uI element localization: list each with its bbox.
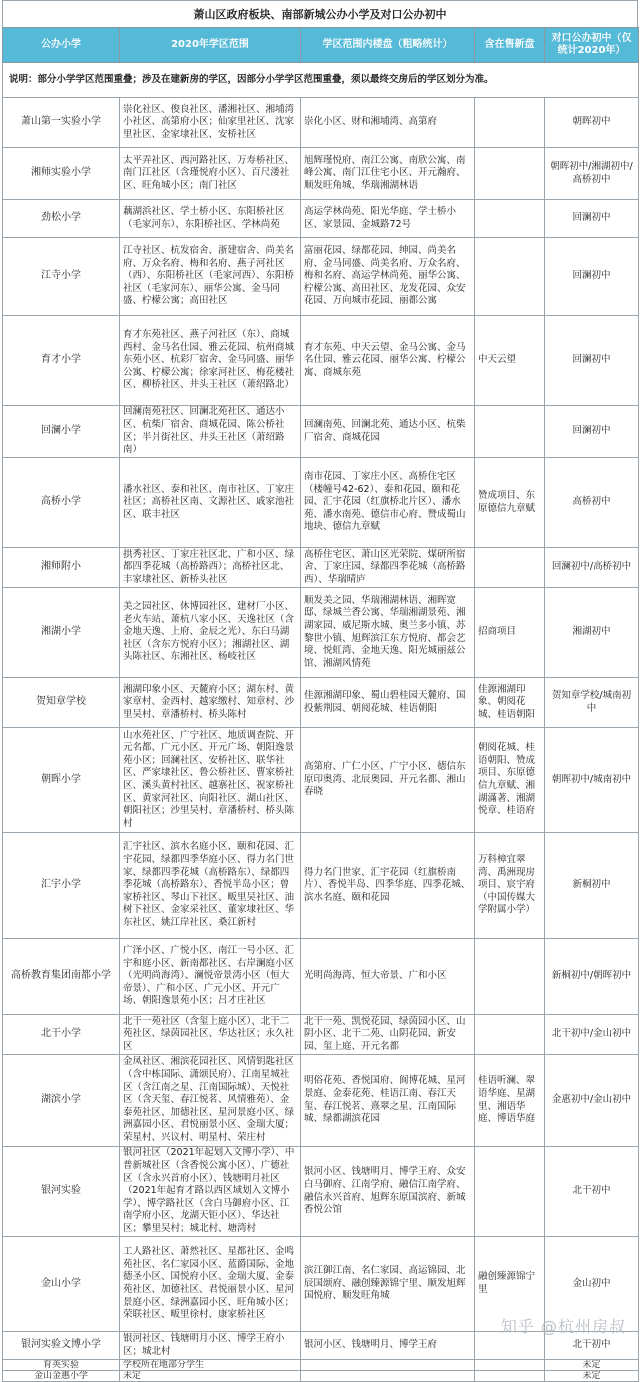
school-name: 湖滨小学	[3, 1055, 120, 1147]
table-row	[3, 833, 639, 939]
new-sale-estates	[475, 1015, 545, 1055]
new-sale-estates: 朝阅花城、桂语朝阳、赞成项目、东原德信九章赋、湘湖滿著、湘湖悦章、桂语府	[475, 728, 545, 833]
middle-school: 新桐初中	[545, 833, 639, 939]
district-scope: 北干一苑社区（含玺上庭小区）、北干二苑社区、绿茵园社区、华达社区；永久社区	[120, 1015, 301, 1055]
new-sale-estates: 佳源湘湖印象、朝阅花城、桂语朝阳	[475, 678, 545, 728]
new-sale-estates	[475, 148, 545, 200]
estates-list: 育才东苑、中天云望、金马公寓、金马名仕园、雅云花园、丽华公寓、柠檬公寓、商城东苑	[301, 316, 475, 406]
table-row	[3, 1332, 639, 1360]
table-row	[3, 548, 639, 588]
new-sale-estates	[475, 406, 545, 458]
middle-school: 回澜初中	[545, 238, 639, 316]
table-row	[3, 458, 639, 548]
district-scope: 太平弄社区、西河路社区、万寿桥社区、南门江社区（含瑾悦府小区）、百尺溇社区、旺角城小区；南门社区	[120, 148, 301, 200]
header-scope: 2020年学区范围	[120, 28, 301, 63]
header-row	[3, 28, 639, 63]
school-name: 高桥教育集团南都小学	[3, 939, 120, 1015]
school-name: 湘师附小	[3, 548, 120, 588]
table-row	[3, 1055, 639, 1147]
district-scope: 藕湖浜社区、学士桥小区、东阳桥社区（毛家河东）、东阳桥社区、学林尚苑	[120, 200, 301, 238]
district-scope: 湘湖印象小区、天麓府小区；湖东村、黄家章村、金西村、越家缴村、知章村、沙里吴村、章潘桥村、桥头陈村	[120, 678, 301, 728]
note-text: 说明：部分小学学区范围重叠；涉及在建新房的学区，因部分小学学区范围重叠，须以最终交房后的学区划分为准。	[3, 63, 639, 98]
table-row	[3, 728, 639, 833]
school-district-table	[2, 27, 639, 1382]
school-name: 北干小学	[3, 1015, 120, 1055]
estates-list: 顺发美之园、华瑞湘湖林语、湘晖宽邸、绿城兰香公寓、华瑞湘湖景苑、湘湖家园、威尼斯水城、奥兰多小镇、苏黎世小镇、旭辉滨江东方悦府、都会艺境、悦虹湾、金地天逸、阳光城丽兹公馆、湘湖风情苑	[301, 588, 475, 678]
school-name: 回澜小学	[3, 406, 120, 458]
school-name: 湘湖小学	[3, 588, 120, 678]
estates-list: 崇化小区、财和湘埔湾、高第府	[301, 98, 475, 148]
table-row	[3, 678, 639, 728]
district-scope: 金凤社区、湘滨花园社区、风情钥匙社区（含中栋国际、潇颂民府）、江南星城社区（含江南之星、江南国际城）、天悦社区（含天玺、春江悦茗、风情雅苑）、金泰苑社区、加德社区、星河景庭小区、绿洲嘉园小区、君悦丽景小区、金瑞大厦；荣星村、兴议村、明星村、荣庄村	[120, 1055, 301, 1147]
estates-list: 旭辉瑾悦府、南江公寓、南欣公寓、南峰公寓、南门江住宅小区、开元瀚府、顺发旺角城、华瑞湘湖林语	[301, 148, 475, 200]
table-row	[3, 939, 639, 1015]
estates-list: 滨江御江南、名仁家园、高运锦园、北辰国颂府、融创臻源锦宁里、顺发旭辉国悦府、顺发旺角城	[301, 1237, 475, 1332]
district-scope: 回澜南苑社区、回澜北苑社区、通达小区、杭柴厂宿舍、商城花园、陈公桥社区；半爿街社区、井头王社区（萧绍路南）	[120, 406, 301, 458]
estates-list: 北干一苑、凯悦花园、绿茵园小区、山阴小区、北干二苑、山阴花园、新安园、玺上庭、开元名都	[301, 1015, 475, 1055]
table-row	[3, 1015, 639, 1055]
estates-list: 高运学林尚苑、阳光华庭、学士桥小区、家景园、金城路72号	[301, 200, 475, 238]
new-sale-estates	[475, 548, 545, 588]
middle-school: 未定	[545, 1360, 639, 1371]
new-sale-estates	[475, 98, 545, 148]
estates-list: 光明尚海湾、恒大帝景、广和小区	[301, 939, 475, 1015]
middle-school: 金山初中	[545, 1237, 639, 1332]
school-name: 江寺小学	[3, 238, 120, 316]
estates-list: 明俗花苑、香悦国府、阆博花城、星河景庭、金泰花苑、桂语江南、春江天玺、春江悦茗、熹翠之星、江南国际城、绿都湖滨花园	[301, 1055, 475, 1147]
new-sale-estates	[475, 1360, 545, 1371]
district-scope: 育才东苑社区、燕子河社区（东）、商城西村、金马名仕园、雅云花园、杭州商城东苑小区、杭彩厂宿舍、金马同盛、丽华公寓、柠檬公寓；徐家河社区、梅花楼社区、柳桥社区、井头王社区（萧绍路北）	[120, 316, 301, 406]
district-scope: 汇宇社区、滨水名庭小区、颐和花园、汇宇花园、绿都四季华庭小区、得力名门世家、绿都四季花城（高桥路东）、绿都四季花城（高桥路东）、香悦半岛小区；曾家桥社区、琴山下社区、畈里吴社区、油树下社区、金家采社区、董家埭社区、华东社区、姚江岸社区、桑江新村	[120, 833, 301, 939]
school-name: 高桥小学	[3, 458, 120, 548]
school-name: 金山金惠小学	[3, 1371, 120, 1382]
school-name: 劲松小学	[3, 200, 120, 238]
middle-school: 高桥初中	[545, 458, 639, 548]
middle-school: 新桐初中/朝晖初中	[545, 939, 639, 1015]
new-sale-estates	[475, 200, 545, 238]
new-sale-estates	[475, 1371, 545, 1382]
district-scope: 崇化社区、俊良社区、潘湘社区、湘埔湾小社区、高第府小区；仙家里社区、沈家里社区、金家埭社区、安桥社区	[120, 98, 301, 148]
table-row	[3, 588, 639, 678]
district-scope: 银河社区（2021年起划入文博小学）、中普新城社区（含香悦公寓小区）、广德社区（含永兴首府小区）、钱塘明月社区（2021年起育才路以西区域划入文博小学）、博学路社区（含白马御府小区、江南学府小区、龙湖天钜小区）、华达社区；攀里吴村；城北村、塘湾村	[120, 1147, 301, 1237]
school-name: 金山小学	[3, 1237, 120, 1332]
estates-list: 高桥住宅区、萧山区光荣院、煤研所宿舍、丁家庄园、绿都四季花城（高桥路西）、华瑞晴庐	[301, 548, 475, 588]
new-sale-estates	[475, 1147, 545, 1237]
middle-school: 回澜初中	[545, 406, 639, 458]
new-sale-estates	[475, 1332, 545, 1360]
school-name: 朝晖小学	[3, 728, 120, 833]
middle-school: 朝晖初中/湘湖初中/高桥初中	[545, 148, 639, 200]
table-row	[3, 1371, 639, 1382]
table-row	[3, 1360, 639, 1371]
district-scope: 潘水社区、泰和社区、南市社区、丁家庄社区；高桥社区南、文源社区、戚家池社区、联丰社区	[120, 458, 301, 548]
middle-school: 回澜初中	[545, 316, 639, 406]
school-name: 育才小学	[3, 316, 120, 406]
header-estates: 学区范围内楼盘（粗略统计）	[301, 28, 475, 63]
middle-school: 金惠初中/金山初中	[545, 1055, 639, 1147]
new-sale-estates: 融创臻源锦宁里	[475, 1237, 545, 1332]
middle-school: 北干初中	[545, 1147, 639, 1237]
district-scope: 美之园社区、休博园社区、建材厂小区、老火车站、萧杭八家小区、天逸社区（含金地天逸、上府、金辰之光）、东臼马湖社区（含东方悦府小区）；湘湖社区、湖头陈社区、东湘社区、杨岐社区	[120, 588, 301, 678]
school-name: 贺知章学校	[3, 678, 120, 728]
school-name: 汇宇小学	[3, 833, 120, 939]
school-name: 银河实验文博小学	[3, 1332, 120, 1360]
school-name: 银河实验	[3, 1147, 120, 1237]
new-sale-estates: 招商项目	[475, 588, 545, 678]
middle-school: 回澜初中/高桥初中	[545, 548, 639, 588]
middle-school: 湘湖初中	[545, 588, 639, 678]
estates-list: 得力名门世家、汇宇花园（红旗桥南片）、香悦半岛、四季华庭、四季花城、滨水名庭、颐和花园	[301, 833, 475, 939]
table-row	[3, 1237, 639, 1332]
middle-school: 北干初中	[545, 1332, 639, 1360]
new-sale-estates: 万科樟宜翠湾、禹洲现房项目、宸宇府（中国传媒大学附属小学）	[475, 833, 545, 939]
new-sale-estates	[475, 939, 545, 1015]
table-row	[3, 200, 639, 238]
school-name: 湘师实验小学	[3, 148, 120, 200]
district-scope: 拱秀社区、丁家庄社区北、广和小区、绿都四季花城（高桥路西）；高桥社区北、丰家埭社区、新桥头社区	[120, 548, 301, 588]
middle-school: 贺知章学校/城南初中	[545, 678, 639, 728]
middle-school: 朝晖初中/城南初中	[545, 728, 639, 833]
district-scope: 未定	[120, 1371, 301, 1382]
estates-list: 富丽花园、绿都花园、绅园、尚美名府、金马同盛、尚美名府、万众名府、梅和名府、高运学林尚苑、丽华公寓、柠檬公寓、高田社区、龙发花园、众安花园、万向城市花园、丽都公寓	[301, 238, 475, 316]
estates-list: 南市花园、丁家庄小区、高桥住宅区（楼幢号42-62）、泰和花园、颐和花园、汇宇花园（红旗桥北片区）、潘水苑、潘水南苑、德信市心府、赞成蜀山地块、德信九章赋	[301, 458, 475, 548]
new-sale-estates: 中天云望	[475, 316, 545, 406]
estates-list: 银河小区、钱塘明月、博学王府	[301, 1332, 475, 1360]
district-scope: 山水苑社区、广宁社区、地质调查院、开元名都、广元小区、开元广场、朝阳逸景苑小区；回澜社区、安桥社区、联华社区、严家埭社区、鲁公桥社区、曹家桥社区、溪头黄村社区、越寨社区、祝家桥社区、黄家河社区、向阳社区、湖山社区、朝阳社区；沙里吴村、章潘桥村、桥头陈村	[120, 728, 301, 833]
table-row	[3, 406, 639, 458]
school-name: 育英实验	[3, 1360, 120, 1371]
middle-school: 回澜初中	[545, 200, 639, 238]
watermark: 知乎 @杭州房叔	[500, 1317, 626, 1336]
estates-list: 回澜南苑、回澜北苑、通达小区、杭柴厂宿舍、商城花园	[301, 406, 475, 458]
note-row	[3, 63, 639, 98]
school-name: 萧山第一实验小学	[3, 98, 120, 148]
middle-school: 朝晖初中	[545, 98, 639, 148]
estates-list	[301, 1371, 475, 1382]
district-scope: 工人路社区、萧然社区、星都社区、金鸣苑社区、名仁家园小区、蓝爵国际、金地德圣小区、国悦府小区、金瑞大厦、金泰苑社区、加德社区、君悦丽景小区、星河景庭小区、绿洲嘉园小区、旺角城小区；荣联社区、畈里徐村、康家桥社区	[120, 1237, 301, 1332]
district-scope: 学校所在地部分学生	[120, 1360, 301, 1371]
district-scope: 广泽小区、广悦小区、南江一号小区、汇宇和庭小区、新南都社区、右岸澜庭小区（光明尚海湾）、澜悦帝景湾小区（恒大帝景）、广和小区、广元小区、开元广场、朝阳逸景苑小区；吕才庄社区	[120, 939, 301, 1015]
table-title: 萧山区政府板块、南部新城公办小学及对口公办初中	[2, 0, 638, 27]
table-row	[3, 1147, 639, 1237]
new-sale-estates	[475, 238, 545, 316]
estates-list	[301, 1360, 475, 1371]
estates-list: 高第府、广仁小区、广宁小区、德信东原印奥湾、北辰奥园、开元名都、湘山春晓	[301, 728, 475, 833]
estates-list: 佳源湘湖印象、蜀山碧桂园天麓府、国投紫荆园、朝阅花城、桂语朝阳	[301, 678, 475, 728]
district-scope: 江寺社区、杭发宿舍、浙建宿舍、尚美名府、万众名府、梅和名府、燕子河社区（西）、东阳桥社区（毛家河西）、东阳桥社区（毛家河东）、丽华公寓、金马同盛、柠檬公寓；高田社区	[120, 238, 301, 316]
table-row	[3, 238, 639, 316]
table-row	[3, 148, 639, 200]
district-scope: 银河社区、钱塘明月小区、博学王府小区；城北村	[120, 1332, 301, 1360]
header-school: 公办小学	[3, 28, 120, 63]
middle-school: 北干初中/金山初中	[545, 1015, 639, 1055]
table-row	[3, 98, 639, 148]
middle-school: 未定	[545, 1371, 639, 1382]
table-row	[3, 316, 639, 406]
new-sale-estates: 桂语听澜、翠语华庭、星湖里、湘语华庭、博语华庭	[475, 1055, 545, 1147]
header-middle-school: 对口公办初中（仅统计2020年）	[545, 28, 639, 63]
new-sale-estates: 赞成项目、东原德信九章赋	[475, 458, 545, 548]
estates-list: 银河小区、钱塘明月、博学王府、众安白马御府、江南学府、融信江南学府、融信永兴首府、旭辉东原国滨府、新城香悦公馆	[301, 1147, 475, 1237]
header-new-sale: 含在售新盘	[475, 28, 545, 63]
